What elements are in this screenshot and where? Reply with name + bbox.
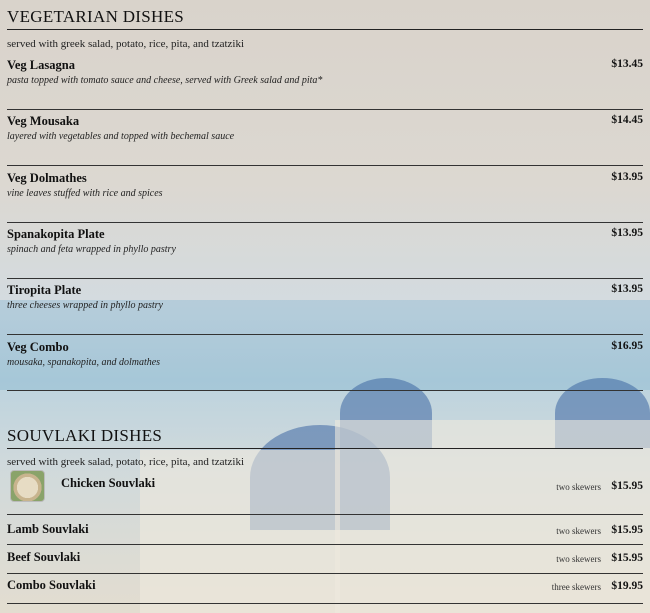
item-name: Spanakopita Plate [7,227,105,241]
item-name: Combo Souvlaki [7,578,96,592]
vegetarian-subtitle: served with greek salad, potato, rice, pita, and tzatziki [7,38,245,50]
souvlaki-section-title: SOUVLAKI DISHES [7,426,163,445]
menu-item-beef-souvlaki [7,550,643,580]
item-divider [7,278,643,279]
item-divider [7,109,643,110]
item-name: Veg Combo [7,340,69,354]
item-price: $13.95 [611,227,643,239]
souvlaki-title-rule [7,448,643,449]
item-name: Veg Lasagna [7,58,75,72]
item-description: spinach and feta wrapped in phyllo pastry [7,244,176,255]
vegetarian-section-title: VEGETARIAN DISHES [7,7,185,26]
item-name: Tiropita Plate [7,283,82,297]
item-description: three cheeses wrapped in phyllo pastry [7,300,163,311]
item-price: $19.95 [611,580,643,592]
item-divider [7,390,643,391]
item-price: $13.45 [611,58,643,70]
skewer-count: two skewers [556,526,601,536]
item-description: vine leaves stuffed with rice and spices [7,188,163,199]
item-name: Chicken Souvlaki [61,476,156,490]
item-name: Veg Mousaka [7,114,80,128]
item-price: $15.95 [611,524,643,536]
item-divider [7,514,643,515]
item-divider [7,544,643,545]
item-price: $13.95 [611,171,643,183]
skewer-count: two skewers [556,554,601,564]
item-divider [7,334,643,335]
item-description: pasta topped with tomato sauce and cheese, served with Greek salad and pita* [7,75,323,86]
item-name: Veg Dolmathes [7,171,87,185]
menu-item-chicken-souvlaki [7,476,643,516]
skewer-count: three skewers [551,582,601,592]
menu-item-lamb-souvlaki [7,522,643,552]
souvlaki-subtitle: served with greek salad, potato, rice, pita, and tzatziki [7,456,245,468]
item-divider [7,165,643,166]
item-price: $14.45 [611,114,643,126]
menu-item-combo-souvlaki [7,578,643,608]
item-price: $15.95 [611,480,643,492]
vegetarian-title-rule [7,29,643,30]
item-divider [7,222,643,223]
item-description: layered with vegetables and topped with bechemal sauce [7,131,235,142]
item-name: Lamb Souvlaki [7,522,89,536]
item-price: $13.95 [611,283,643,295]
item-name: Beef Souvlaki [7,550,81,564]
item-description: mousaka, spanakopita, and dolmathes [7,357,161,368]
item-divider [7,573,643,574]
skewer-count: two skewers [556,482,601,492]
item-divider [7,603,643,604]
chicken-souvlaki-photo [10,470,45,502]
item-price: $16.95 [611,340,643,352]
item-price: $15.95 [611,552,643,564]
